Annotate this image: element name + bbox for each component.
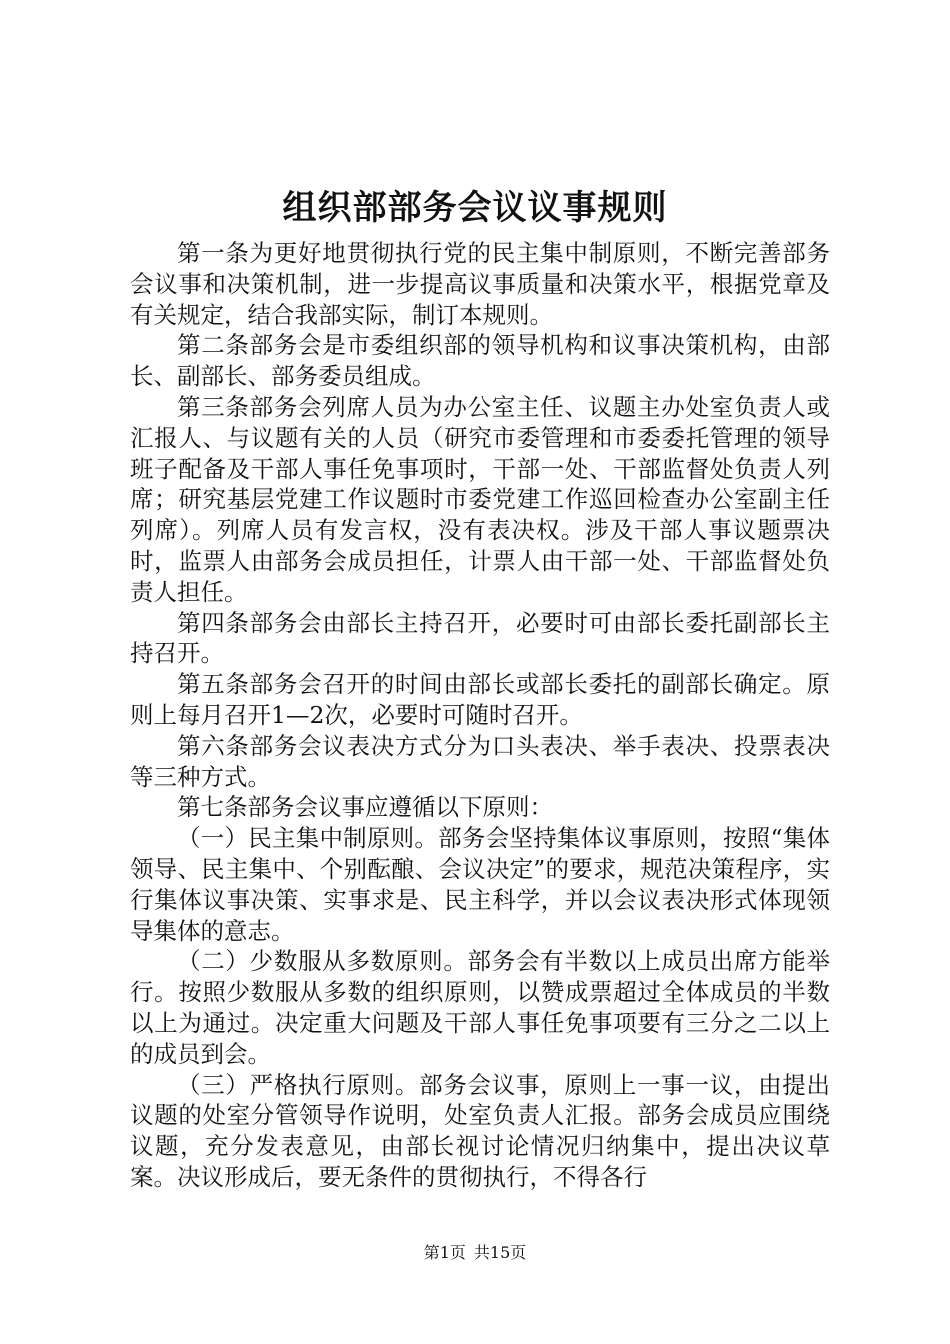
- page-total: 共15页: [473, 1243, 527, 1262]
- paragraph-article-4: 第四条部务会由部长主持召开，必要时可由部长委托副部长主持召开。: [130, 608, 830, 668]
- page-number: 第1页: [423, 1243, 466, 1262]
- paragraph-principle-2: （二）少数服从多数原则。部务会有半数以上成员出席方能举行。按照少数服从多数的组织原则，以赞成票超过全体成员的半数以上为通过。决定重大问题及干部人事任免事项要有三分之二以上的成员到会。: [130, 947, 830, 1068]
- document-body: [130, 238, 830, 1193]
- paragraph-article-3: 第三条部务会列席人员为办公室主任、议题主办处室负责人或汇报人、与议题有关的人员（研究市委管理和市委委托管理的领导班子配备及干部人事任免事项时，干部一处、干部监督处负责人列席；研究基层党建工作议题时市委党建工作巡回检查办公室副主任列席）。列席人员有发言权，没有表决权。涉及干部人事议题票决时，监票人由部务会成员担任，计票人由干部一处、干部监督处负责人担任。: [130, 392, 830, 606]
- document-title: 组织部部务会议议事规则: [282, 188, 668, 228]
- paragraph-article-1: 第一条为更好地贯彻执行党的民主集中制原则，不断完善部务会议事和决策机制，进一步提高议事质量和决策水平，根据党章及有关规定，结合我部实际，制订本规则。: [130, 239, 830, 329]
- paragraph-article-5: 第五条部务会召开的时间由部长或部长委托的副部长确定。原则上每月召开1—2次，必要时可随时召开。: [130, 670, 830, 729]
- paragraph-principle-3: （三）严格执行原则。部务会议事，原则上一事一议，由提出议题的处室分管领导作说明，处室负责人汇报。部务会成员应围绕议题，充分发表意见，由部长视讨论情况归纳集中，提出决议草案。决议形成后，要无条件的贯彻执行，不得各行: [130, 1070, 830, 1191]
- paragraph-principle-1: （一）民主集中制原则。部务会坚持集体议事原则，按照“集体领导、民主集中、个别酝酿、会议决定”的要求，规范决策程序，实行集体议事决策、实事求是、民主科学，并以会议表决形式体现领导集体的意志。: [130, 824, 830, 945]
- paragraph-article-6: 第六条部务会议表决方式分为口头表决、举手表决、投票表决等三种方式。: [130, 731, 830, 791]
- paragraph-article-2: 第二条部务会是市委组织部的领导机构和议事决策机构，由部长、副部长、部务委员组成。: [130, 331, 830, 391]
- paragraph-article-7: 第七条部务会议事应遵循以下原则：: [177, 793, 553, 822]
- page-footer: [0, 1242, 950, 1264]
